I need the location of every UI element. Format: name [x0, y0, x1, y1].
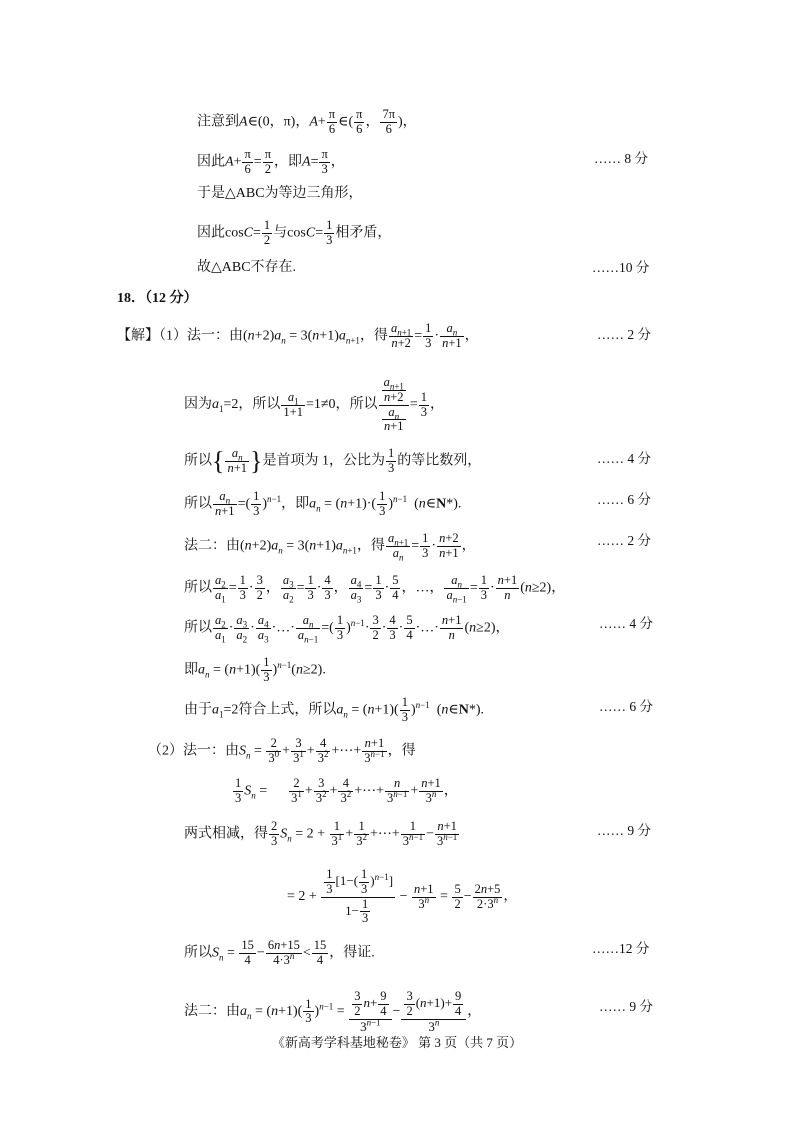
score: …… 9 分	[599, 999, 653, 1014]
text: ，即	[281, 496, 310, 512]
line-formula: 所以 $\frac{a_n}{n+1}$ =( $\frac{1}{3}$ )$^{n-1}$，即$a_n = (n+1)\cdot$( $\frac{1}{3}$ )$^{n-1}$ (n∈N*).	[184, 489, 462, 518]
text: ，即	[274, 154, 302, 170]
text: 法二：由	[184, 538, 240, 554]
line-ratios: 所以 $\frac{a_2}{a_1}$ = $\frac{1}{3}$ · $\frac{3}{2}$ ， $\frac{a_3}{a_2}$ = $\frac{1}{3}$ · $\frac{4}{3}$ ， $\frac{a_4}{a_3}$ = $\frac{1}{3}$ · $\frac{5}{4}$ ，…， $\frac{a_n}{a_{n-1}}$ = $\frac{1}{3}$ · $\frac{n+1}{n}$ (n≥2)，	[184, 573, 566, 605]
line-method2: 法二：由$(n+2)a_n = 3(n+1)a_{n+1}$，得 $\frac{a_{n+1}}{a_n}$ = $\frac{1}{3}$ · $\frac{n+2}{n+1}$ ，	[184, 531, 476, 563]
text: 相矛盾，	[335, 225, 392, 241]
text: 因为	[184, 397, 212, 413]
page-footer: 《新高考学科基地秘卷》 第 3 页（共 7 页）	[271, 1035, 523, 1050]
text: 所以	[184, 945, 212, 961]
line-contradiction: 因此cosC= $\frac{1}{2}$ 与cosC= $\frac{1}{3}$ 相矛盾，	[197, 218, 392, 247]
score: …… 9 分	[597, 823, 651, 838]
text: 法二：由	[184, 1004, 240, 1020]
line-third-sn: $\frac{1}{3}$ $S_n$ = $\frac{2}{3^1}$ + $\frac{3}{3^2}$ + $\frac{4}{3^2}$ +⋯+ $\frac{n}{3^{n-1}}$ + $\frac{n+1}{3^n}$ ，	[235, 776, 458, 805]
score: ……10 分	[592, 260, 650, 275]
text: 所以	[184, 496, 212, 512]
text: （2）法一：由	[148, 743, 239, 759]
line-sn: （2）法一：由$S_n$ = $\frac{2}{3^0}$ + $\frac{3}{3^1}$ + $\frac{4}{3^2}$ +⋯+ $\frac{n+1}{3^{n-1}}$ ，得	[148, 736, 416, 765]
score: …… 4 分	[599, 616, 653, 631]
line-an-final: 由于$a_1=2$符合上式，所以$a_n = (n+1)$( $\frac{1}{3}$ )$^{n-1}$ (n∈N*).	[184, 695, 485, 724]
line-an-partial: 即$a_n = (n+1)$( $\frac{1}{3}$ )$^{n-1}$(n≥2).	[184, 655, 326, 684]
text: 所以	[184, 620, 212, 636]
text: ，得证.	[329, 945, 375, 961]
text: 因此	[197, 225, 225, 241]
line-a-value: 因此A+ $\frac{\pi}{6}$ = $\frac{\pi}{2}$ ，即A= $\frac{\pi}{3}$ ，	[197, 147, 345, 176]
line-recurrence: 【解】（1）法一：由$(n+2)a_n = 3(n+1)a_{n+1}$，得 $\frac{a_{n+1}}{n+2}$ = $\frac{1}{3}$ · $\frac{a_n}{n+1}$ ，	[117, 321, 479, 350]
text: 符合上式，所以	[238, 702, 337, 718]
line-subtract: 两式相减，得 $\frac{2}{3}$ $S_n = 2$ + $\frac{1}{3^1}$ + $\frac{1}{3^2}$ +⋯+ $\frac{1}{3^{n-1}}$ − $\frac{n+1}{3^{n-1}}$	[184, 819, 458, 848]
question-title: 18．（12 分）	[117, 291, 198, 306]
line-initial: 因为$a_1=2$，所以 $\frac{a_1}{1+1}$ =1≠0，所以 $\frac{a_{n+1}}{n+2}$ $\frac{a_n}{n+1}$ = $\frac{1}{3}$ ，	[184, 375, 445, 434]
text: 所以	[184, 580, 212, 596]
score: …… 6 分	[599, 699, 653, 714]
text: 因此	[197, 154, 225, 170]
text: 所以	[252, 397, 281, 413]
score: …… 6 分	[597, 492, 651, 507]
text: 注意到	[197, 114, 239, 130]
score: …… 4 分	[597, 451, 651, 466]
text: 所以	[349, 397, 378, 413]
text: 两式相减，得	[184, 826, 268, 842]
line-conclusion: 故△ABC不存在.	[197, 260, 297, 275]
text: 【解】（1）法一：由	[117, 328, 243, 344]
text: 与	[273, 225, 288, 241]
score: …… 2 分	[597, 533, 651, 548]
text: ，得	[359, 328, 388, 344]
line-geometric: 所以{ $\frac{a_n}{n+1}$ }是首项为 1，公比为 $\frac{1}{3}$ 的等比数列，	[184, 446, 482, 476]
line-p2-method2: 法二：由$a_n = (n+1)$( $\frac{1}{3}$ )$^{n-1}$ = $\frac{3}{2}$ n+ $\frac{9}{4}$ $3^{n-1}$ − $\frac{3}{2}$ (n+1)+ $\frac{9}{4}$ 3$^n$ ，	[184, 989, 482, 1034]
line-a-range: 注意到A∈(0，π)，A+ $\frac{\pi}{6}$ ∈( $\frac{\pi}{6}$ ， $\frac{7\pi}{6}$ )，	[197, 107, 417, 136]
score: …… 8 分	[594, 151, 648, 166]
score: ……12 分	[592, 941, 650, 956]
line-equilateral: 于是△ABC为等边三角形，	[197, 186, 363, 201]
text: 是首项为 1，公比为	[262, 453, 386, 469]
line-geometric-sum: = 2 + $\frac{1}{3}$ [1−( $\frac{1}{3}$ )$^{n-1}$] 1− $\frac{1}{3}$ − $\frac{n+1}{3^n}$ = $\frac{5}{2}$ − $\frac{2n+5}{2\cdot 3^n}$ ，	[287, 867, 518, 926]
line-product: 所以 $\frac{a_2}{a_1}$ · $\frac{a_3}{a_2}$ · $\frac{a_4}{a_3}$ ·…· $\frac{a_n}{a_{n-1}}$ =( $\frac{1}{3}$ )$^{n-1}$· $\frac{3}{2}$ · $\frac{4}{3}$ · $\frac{5}{4}$ ·…· $\frac{n+1}{n}$ (n≥2)，	[184, 613, 510, 645]
line-sn-result: 所以$S_n$ = $\frac{15}{4}$ − $\frac{6n+15}{4\cdot 3^n}$ < $\frac{15}{4}$ ，得证.	[184, 938, 375, 967]
text: ，得	[356, 538, 385, 554]
score: …… 2 分	[597, 327, 651, 342]
text: 的等比数列，	[397, 453, 482, 469]
text: 由于	[184, 702, 212, 718]
text: 所以	[184, 453, 212, 469]
text: 即	[184, 662, 198, 678]
